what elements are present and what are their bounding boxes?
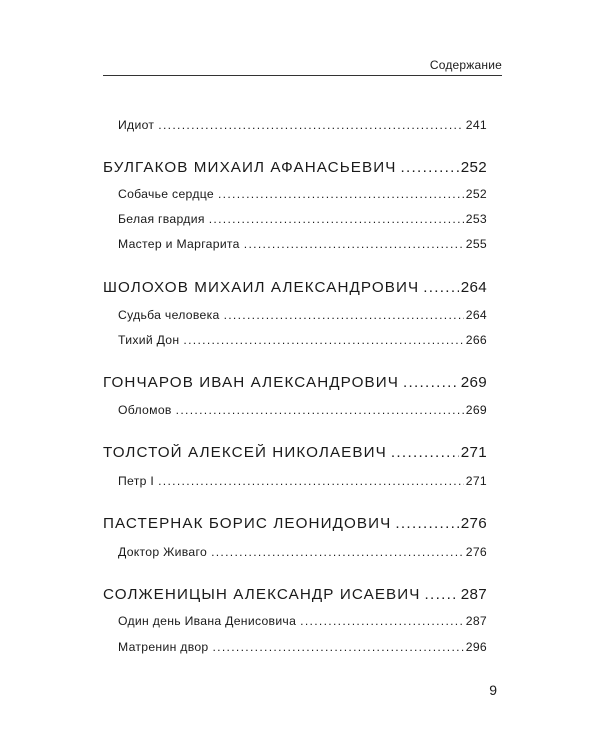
header-rule [103, 75, 502, 76]
toc-entry-title: Матренин двор [118, 640, 209, 654]
toc-entry-page: 241 [465, 118, 487, 132]
toc-entry-title: Доктор Живаго [118, 545, 208, 559]
toc-entry-work[interactable] [118, 545, 487, 559]
dot-leader [209, 212, 464, 226]
toc-entry-work[interactable] [118, 212, 487, 226]
toc-entry-page: 271 [460, 444, 487, 461]
toc-entry-page: 264 [460, 279, 487, 296]
toc-entry-page: 253 [465, 212, 487, 226]
toc-entry-title: Идиот [118, 118, 155, 132]
dot-leader [158, 118, 463, 132]
toc-entry-author[interactable] [103, 444, 487, 461]
toc-entry-page: 252 [465, 187, 487, 201]
toc-entry-title: Обломов [118, 403, 172, 417]
toc-entry-page: 276 [460, 515, 487, 532]
toc-entry-page: 255 [465, 237, 487, 251]
toc-entry-work[interactable] [118, 118, 487, 132]
dot-leader [423, 279, 459, 296]
toc-entry-title: Собачье сердце [118, 187, 214, 201]
toc-entry-title: Один день Ивана Денисовича [118, 614, 297, 628]
toc-entry-work[interactable] [118, 308, 487, 322]
dot-leader [425, 586, 459, 603]
dot-leader [176, 403, 464, 417]
section-title: Содержание [429, 58, 502, 72]
dot-leader [395, 515, 458, 532]
toc-entry-page: 287 [465, 614, 487, 628]
toc-entry-page: 264 [465, 308, 487, 322]
toc-entry-page: 296 [465, 640, 487, 654]
toc-entry-title: Белая гвардия [118, 212, 205, 226]
toc-entry-page: 287 [460, 586, 487, 603]
toc-entry-author[interactable] [103, 515, 487, 532]
toc-entry-work[interactable] [118, 474, 487, 488]
dot-leader [300, 614, 464, 628]
toc-entry-page: 276 [465, 545, 487, 559]
toc-entry-title: ШОЛОХОВ МИХАИЛ АЛЕКСАНДРОВИЧ [103, 279, 420, 296]
toc-entry-author[interactable] [103, 159, 487, 176]
toc-entry-author[interactable] [103, 279, 487, 296]
toc-entry-title: ТОЛСТОЙ АЛЕКСЕЙ НИКОЛАЕВИЧ [103, 444, 387, 461]
page-number: 9 [489, 682, 497, 698]
toc-entry-title: ПАСТЕРНАК БОРИС ЛЕОНИДОВИЧ [103, 515, 392, 532]
toc-entry-title: Судьба человека [118, 308, 220, 322]
toc-entry-title: СОЛЖЕНИЦЫН АЛЕКСАНДР ИСАЕВИЧ [103, 586, 421, 603]
toc-entry-title: БУЛГАКОВ МИХАИЛ АФАНАСЬЕВИЧ [103, 159, 397, 176]
dot-leader [244, 237, 464, 251]
dot-leader [218, 187, 464, 201]
toc-entry-work[interactable] [118, 403, 487, 417]
toc-entry-page: 269 [465, 403, 487, 417]
toc-entry-work[interactable] [118, 187, 487, 201]
dot-leader [401, 159, 459, 176]
toc-entry-title: Петр I [118, 474, 155, 488]
dot-leader [183, 333, 463, 347]
toc-entry-work[interactable] [118, 333, 487, 347]
dot-leader [213, 640, 464, 654]
dot-leader [403, 374, 459, 391]
toc-entry-author[interactable] [103, 586, 487, 603]
toc-entry-title: ГОНЧАРОВ ИВАН АЛЕКСАНДРОВИЧ [103, 374, 399, 391]
toc-entry-page: 269 [460, 374, 487, 391]
dot-leader [211, 545, 464, 559]
toc-entry-title: Тихий Дон [118, 333, 180, 347]
toc-entry-author[interactable] [103, 374, 487, 391]
toc-entry-work[interactable] [118, 237, 487, 251]
toc-entry-page: 266 [465, 333, 487, 347]
toc-entry-work[interactable] [118, 614, 487, 628]
dot-leader [158, 474, 464, 488]
toc-entry-title: Мастер и Маргарита [118, 237, 240, 251]
toc-entry-work[interactable] [118, 640, 487, 654]
dot-leader [391, 444, 459, 461]
dot-leader [224, 308, 464, 322]
toc-entry-page: 252 [460, 159, 487, 176]
toc-entry-page: 271 [465, 474, 487, 488]
